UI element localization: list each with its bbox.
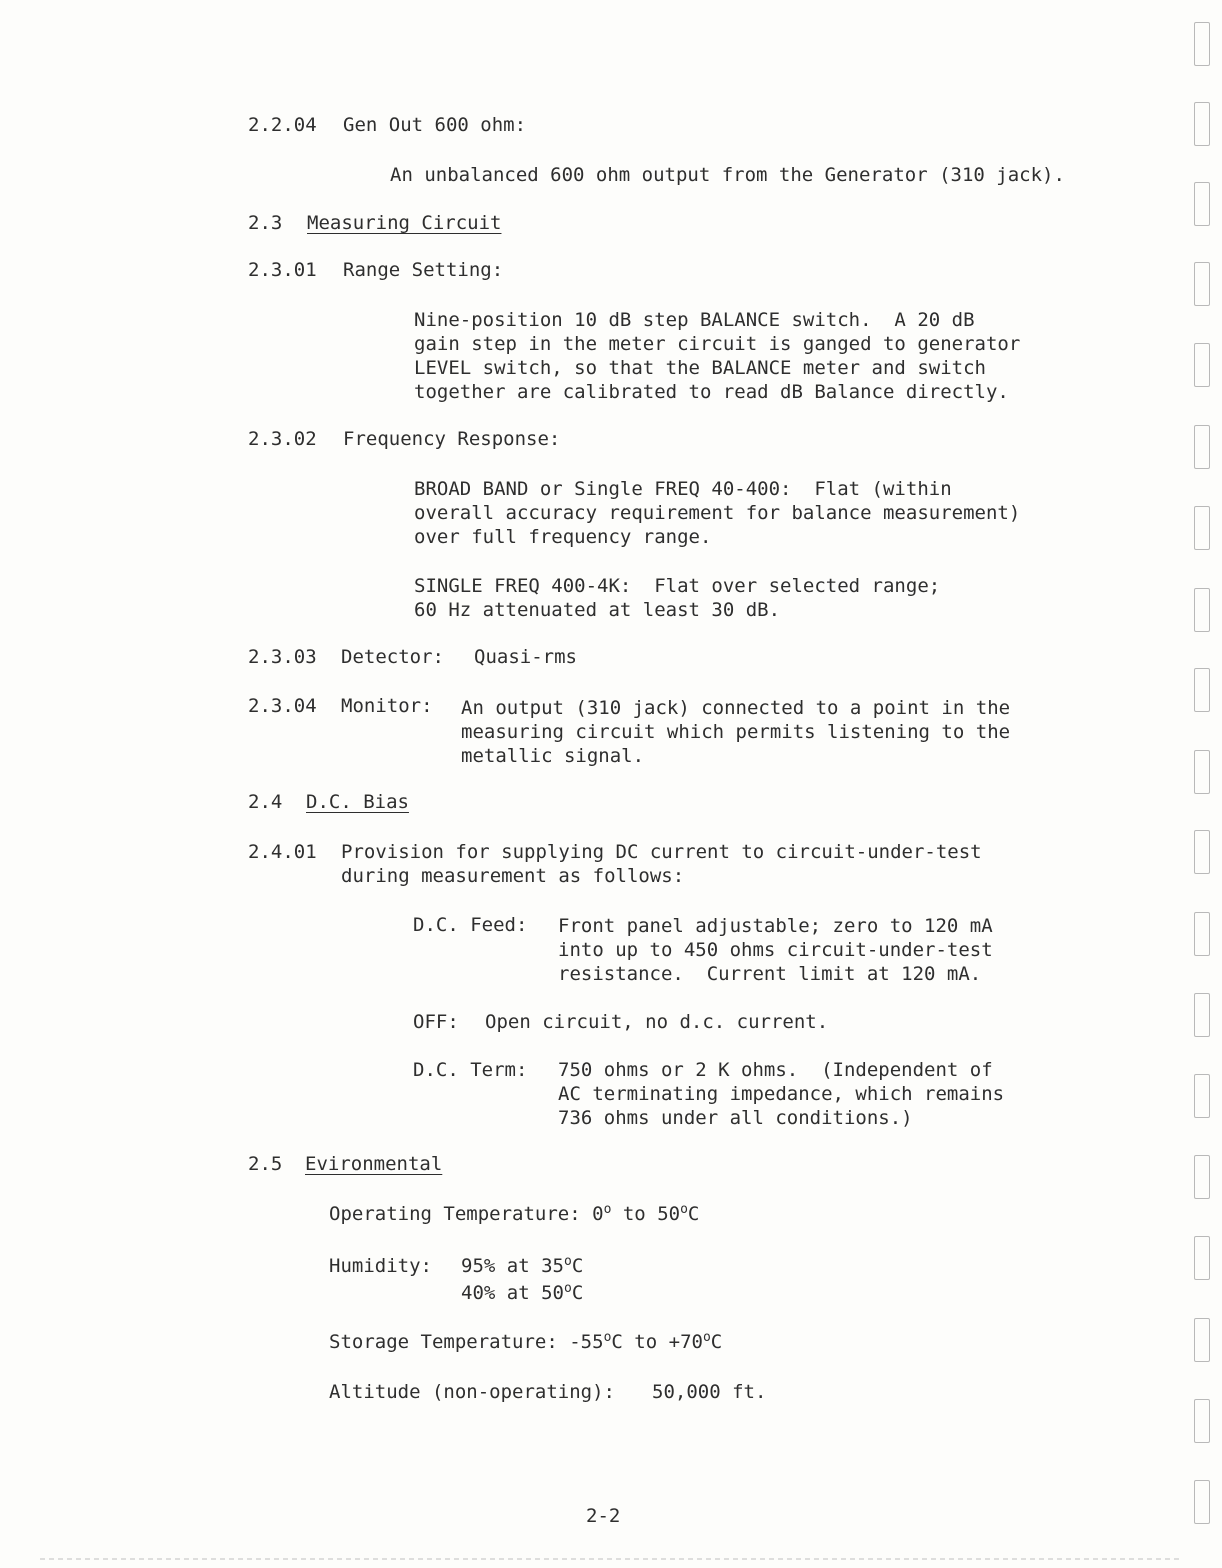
dc-term-line-3: 736 ohms under all conditions.) xyxy=(558,1107,913,1129)
binder-hole-strip xyxy=(1194,0,1214,1568)
off-text: Open circuit, no d.c. current. xyxy=(485,1011,829,1033)
altitude-value: 50,000 ft. xyxy=(652,1381,767,1403)
dc-term-line-1: 750 ohms or 2 K ohms. (Independent of xyxy=(558,1059,993,1081)
binder-hole xyxy=(1194,102,1210,146)
binder-hole xyxy=(1194,506,1210,550)
section-2-4-01-number: 2.4.01 xyxy=(248,841,317,863)
section-2-2-04-number: 2.2.04 xyxy=(248,114,317,136)
binder-hole xyxy=(1194,1399,1210,1443)
altitude-label: Altitude (non-operating): xyxy=(329,1381,615,1403)
binder-hole xyxy=(1194,750,1210,794)
binder-hole xyxy=(1194,1480,1210,1524)
binder-hole xyxy=(1194,262,1210,306)
monitor-line-2: measuring circuit which permits listening to the xyxy=(461,721,1011,743)
freq-response-line-3: over full frequency range. xyxy=(414,526,712,548)
section-2-3-02-number: 2.3.02 xyxy=(248,428,317,450)
range-setting-line-1: Nine-position 10 dB step BALANCE switch. A 20 dB xyxy=(414,309,975,331)
monitor-line-3: metallic signal. xyxy=(461,745,645,767)
humidity-line-2: 40% at 50$^o$C xyxy=(461,1281,584,1304)
section-2-5-heading: Evironmental xyxy=(305,1153,443,1175)
binder-hole xyxy=(1194,22,1210,66)
section-2-3-04-title: Monitor: xyxy=(341,695,433,717)
binder-hole xyxy=(1194,830,1210,874)
section-2-2-04-title: Gen Out 600 ohm: xyxy=(343,114,527,136)
section-2-3-02-title: Frequency Response: xyxy=(343,428,561,450)
dc-feed-label: D.C. Feed: xyxy=(413,914,528,936)
binder-hole xyxy=(1194,912,1210,956)
range-setting-line-4: together are calibrated to read dB Balance directly. xyxy=(414,381,1009,403)
section-2-2-04-text: An unbalanced 600 ohm output from the Generator (310 jack). xyxy=(390,164,1065,186)
section-2-4-heading: D.C. Bias xyxy=(306,791,409,813)
binder-hole xyxy=(1194,1074,1210,1118)
freq-response-line-4: SINGLE FREQ 400-4K: Flat over selected range; xyxy=(414,575,941,597)
binder-hole xyxy=(1194,425,1210,469)
range-setting-line-2: gain step in the meter circuit is ganged to generator xyxy=(414,333,1021,355)
page-number: 2-2 xyxy=(586,1505,621,1527)
section-2-5-number: 2.5 xyxy=(248,1153,283,1175)
binder-hole xyxy=(1194,668,1210,712)
scan-edge-artifact xyxy=(40,1558,1180,1560)
detector-value: Quasi-rms xyxy=(474,646,577,668)
binder-hole xyxy=(1194,588,1210,632)
binder-hole xyxy=(1194,1236,1210,1280)
operating-temperature: Operating Temperature: 0$^o$ to 50$^o$C xyxy=(329,1202,700,1225)
dc-bias-line-1: Provision for supplying DC current to circuit-under-test xyxy=(341,841,982,863)
dc-bias-line-2: during measurement as follows: xyxy=(341,865,685,887)
section-2-3-number: 2.3 xyxy=(248,212,283,234)
section-2-3-heading: Measuring Circuit xyxy=(307,212,502,234)
section-2-3-01-title: Range Setting: xyxy=(343,259,504,281)
humidity-line-1: 95% at 35$^o$C xyxy=(461,1254,584,1277)
binder-hole xyxy=(1194,343,1210,387)
humidity-label: Humidity: xyxy=(329,1255,432,1277)
freq-response-line-2: overall accuracy requirement for balance measurement) xyxy=(414,502,1021,524)
section-2-3-03-number: 2.3.03 xyxy=(248,646,317,668)
section-2-4-number: 2.4 xyxy=(248,791,283,813)
section-2-3-03-title: Detector: xyxy=(341,646,444,668)
section-2-3-01-number: 2.3.01 xyxy=(248,259,317,281)
section-2-3-04-number: 2.3.04 xyxy=(248,695,317,717)
monitor-line-1: An output (310 jack) connected to a point in the xyxy=(461,697,1011,719)
binder-hole xyxy=(1194,1318,1210,1362)
off-label: OFF: xyxy=(413,1011,459,1033)
freq-response-line-5: 60 Hz attenuated at least 30 dB. xyxy=(414,599,781,621)
binder-hole xyxy=(1194,993,1210,1037)
freq-response-line-1: BROAD BAND or Single FREQ 40-400: Flat (within xyxy=(414,478,952,500)
dc-term-line-2: AC terminating impedance, which remains xyxy=(558,1083,1005,1105)
dc-term-label: D.C. Term: xyxy=(413,1059,528,1081)
dc-feed-line-1: Front panel adjustable; zero to 120 mA xyxy=(558,915,993,937)
binder-hole xyxy=(1194,1155,1210,1199)
dc-feed-line-2: into up to 450 ohms circuit-under-test xyxy=(558,939,993,961)
dc-feed-line-3: resistance. Current limit at 120 mA. xyxy=(558,963,982,985)
range-setting-line-3: LEVEL switch, so that the BALANCE meter and switch xyxy=(414,357,986,379)
binder-hole xyxy=(1194,182,1210,226)
storage-temperature: Storage Temperature: -55$^o$C to $+70^oC$ xyxy=(329,1330,723,1353)
